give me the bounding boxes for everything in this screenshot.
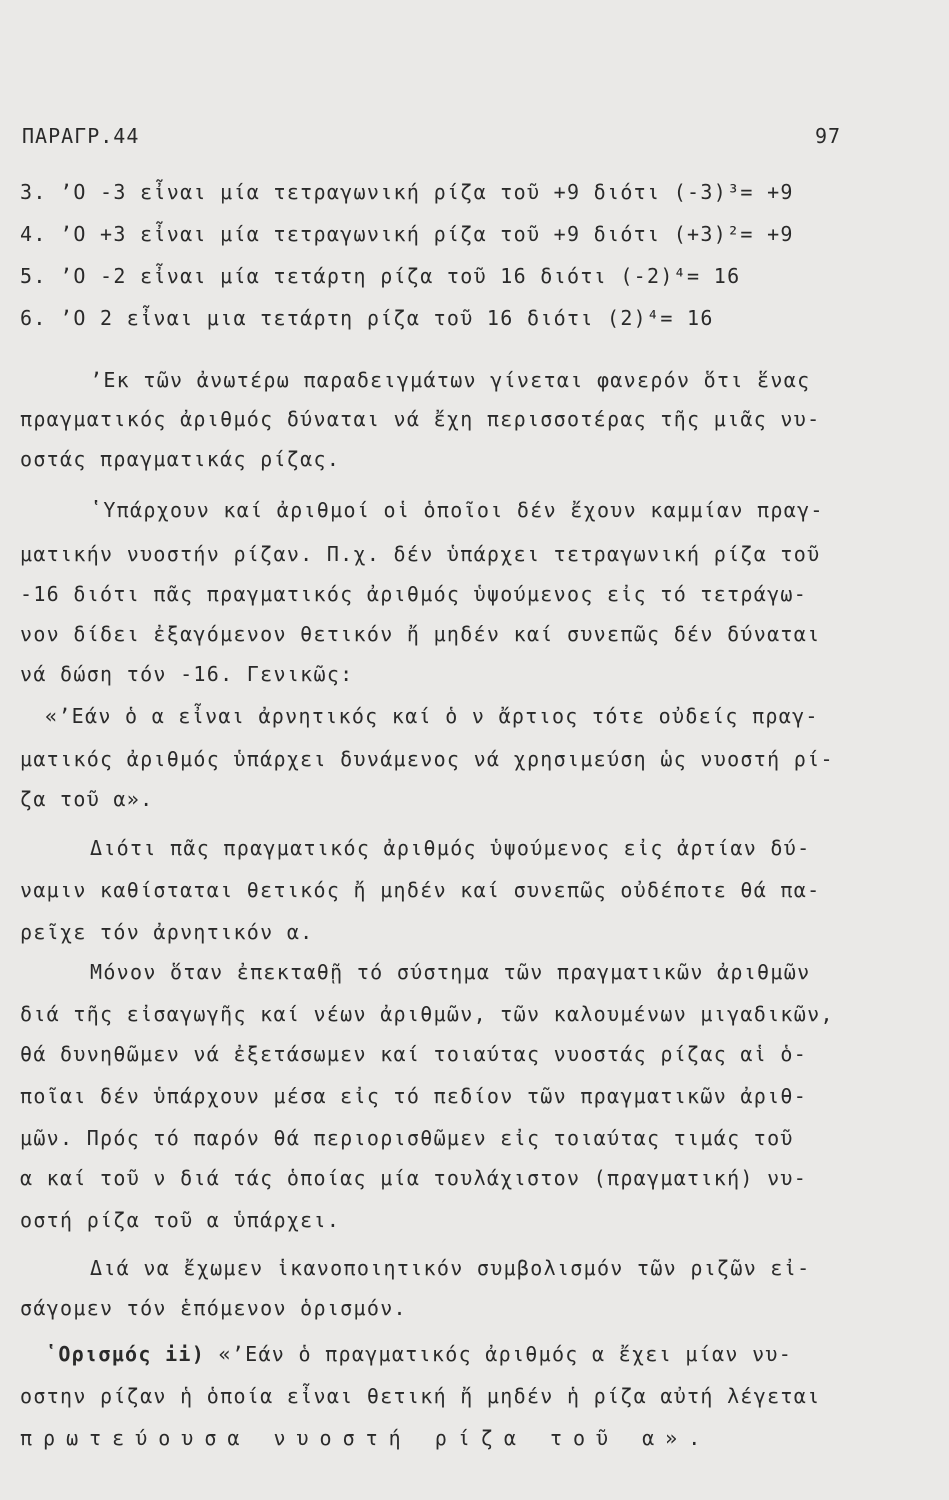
- definition-line: οστην ρίζαν ἡ ὁποία εἶναι θετική ἤ μηδέν ἡ ρίζα αὐτή λέγεται: [20, 1384, 821, 1408]
- paragraph-line: πραγματικός ἀριθμός δύναται νά ἔχη περισσοτέρας τῆς μιᾶς νυ-: [20, 407, 821, 431]
- paragraph-line: Μόνον ὅταν ἐπεκταθῇ τό σύστημα τῶν πραγματικῶν ἀριθμῶν: [90, 960, 811, 984]
- paragraph-line: ʽΥπάρχουν καί ἀριθμοί οἱ ὁποῖοι δέν ἔχουν καμμίαν πραγ-: [90, 498, 824, 522]
- example-line: 6. ʼO 2 εἶναι μια τετάρτη ρίζα τοῦ 16 διότι (2)⁴= 16: [20, 306, 714, 330]
- paragraph-line: μῶν. Πρός τό παρόν θά περιορισθῶμεν εἰς τοιαύτας τιμάς τοῦ: [20, 1126, 794, 1150]
- paragraph-line: οστάς πραγματικάς ρίζας.: [20, 447, 341, 471]
- paragraph-line: ποῖαι δέν ὑπάρχουν μέσα εἰς τό πεδίον τῶν πραγματικῶν ἀριθ-: [20, 1084, 808, 1108]
- definition-line: πρωτεύουσα νυοστή ρίζα τοῦ α».: [20, 1426, 712, 1450]
- paragraph-line: ματικήν νυοστήν ρίζαν. Π.χ. δέν ὑπάρχει τετραγωνική ρίζα τοῦ: [20, 542, 821, 566]
- paragraph-line: ρεῖχε τόν ἀρνητικόν α.: [20, 920, 314, 944]
- definition-label: ʽΟρισμός ii): [45, 1342, 206, 1366]
- example-line: 4. ʼO +3 εἶναι μία τετραγωνική ρίζα τοῦ +9 διότι (+3)²= +9: [20, 222, 794, 246]
- paragraph-line: ναμιν καθίσταται θετικός ἤ μηδέν καί συνεπῶς οὐδέποτε θά πα-: [20, 878, 821, 902]
- quoted-statement: «ʼΕάν ὁ α εἶναι ἀρνητικός καί ὁ ν ἄρτιος τότε οὐδείς πραγ-: [45, 704, 819, 728]
- quoted-statement: ζα τοῦ α».: [20, 787, 154, 811]
- paragraph-line: α καί τοῦ ν διά τάς ὁποίας μία τουλάχιστον (πραγματική) νυ-: [20, 1166, 808, 1190]
- paragraph-line: -16 διότι πᾶς πραγματικός ἀριθμός ὑψούμενος εἰς τό τετράγω-: [20, 582, 808, 606]
- paragraph-line: διά τῆς εἰσαγωγῆς καί νέων ἀριθμῶν, τῶν καλουμένων μιγαδικῶν,: [20, 1002, 834, 1026]
- example-line: 3. ʼO -3 εἶναι μία τετραγωνική ρίζα τοῦ +9 διότι (-3)³= +9: [20, 180, 794, 204]
- paragraph-line: Διότι πᾶς πραγματικός ἀριθμός ὑψούμενος εἰς ἀρτίαν δύ-: [90, 836, 811, 860]
- definition-text: «ʼΕάν ὁ πραγματικός ἀριθμός α ἔχει μίαν νυ-: [218, 1342, 793, 1366]
- paragraph-line: σάγομεν τόν ἑπόμενον ὁρισμόν.: [20, 1296, 407, 1320]
- paragraph-line: νά δώση τόν -16. Γενικῶς:: [20, 662, 354, 686]
- example-line: 5. ʼO -2 εἶναι μία τετάρτη ρίζα τοῦ 16 διότι (-2)⁴= 16: [20, 264, 741, 288]
- definition-line: [20, 1340, 945, 1368]
- paragraph-line: νον δίδει ἐξαγόμενον θετικόν ἤ μηδέν καί συνεπῶς δέν δύναται: [20, 622, 821, 646]
- paragraph-line: ʼΕκ τῶν ἀνωτέρω παραδειγμάτων γίνεται φανερόν ὅτι ἕνας: [90, 368, 811, 392]
- page-number: 97: [815, 124, 842, 148]
- paragraph-line: Διά να ἔχωμεν ἱκανοποιητικόν συμβολισμόν τῶν ριζῶν εἰ-: [90, 1256, 811, 1280]
- paragraph-line: οστή ρίζα τοῦ α ὑπάρχει.: [20, 1208, 341, 1232]
- section-header: ΠΑΡΑΓΡ.44: [22, 124, 140, 148]
- quoted-statement: ματικός ἀριθμός ὑπάρχει δυνάμενος νά χρησιμεύση ὡς νυοστή ρί-: [20, 747, 834, 771]
- paragraph-line: θά δυνηθῶμεν νά ἐξετάσωμεν καί τοιαύτας νυοστάς ρίζας αἱ ὁ-: [20, 1042, 808, 1066]
